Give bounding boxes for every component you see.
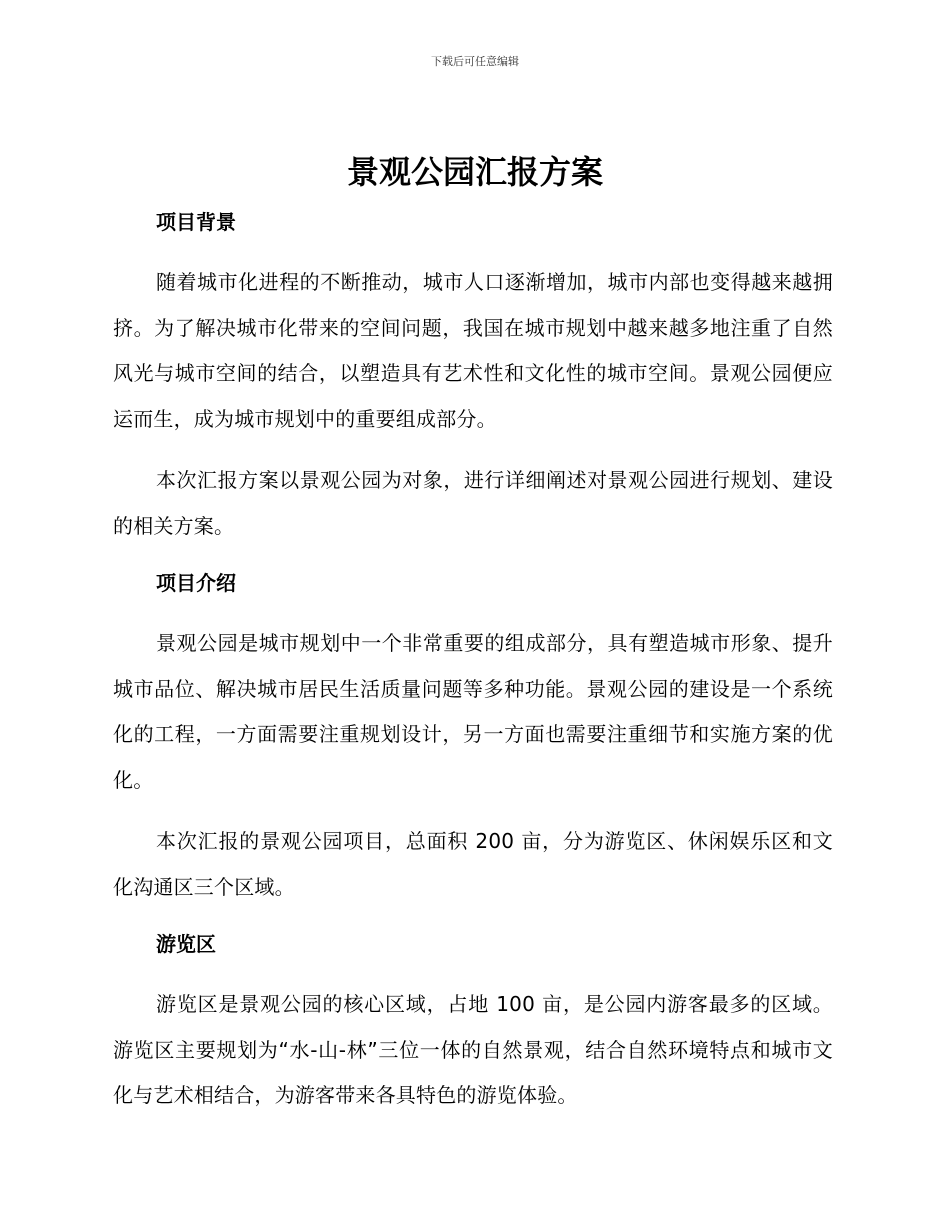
section-heading: 游览区 xyxy=(156,932,216,956)
document-title: 景观公园汇报方案 xyxy=(346,153,603,191)
section-background xyxy=(113,200,833,549)
paragraph: 随着城市化进程的不断推动，城市人口逐渐增加，城市内部也变得越来越拥挤。为了解决城市化带来的空间问题，我国在城市规划中越来越多地注重了自然风光与城市空间的结合，以塑造具有艺术性和文化性的城市空间。景观公园便应运而生，成为城市规划中的重要组成部分。 xyxy=(113,270,833,431)
paragraph: 景观公园是城市规划中一个非常重要的组成部分，具有塑造城市形象、提升城市品位、解决城市居民生活质量问题等多种功能。景观公园的建设是一个系统化的工程，一方面需要注重规划设计，另一方面也需要注重细节和实施方案的优化。 xyxy=(113,631,833,792)
section-heading: 项目背景 xyxy=(156,210,236,234)
paragraph: 本次汇报方案以景观公园为对象，进行详细阐述对景观公园进行规划、建设的相关方案。 xyxy=(113,468,833,538)
paragraph: 游览区是景观公园的核心区域，占地 100 亩，是公园内游客最多的区域。游览区主要规划为“水-山-林”三位一体的自然景观，结合自然环境特点和城市文化与艺术相结合，为游客带来各具特色的游览体验。 xyxy=(113,992,833,1107)
paragraph: 本次汇报的景观公园项目，总面积 200 亩，分为游览区、休闲娱乐区和文化沟通区三个区域。 xyxy=(113,829,833,899)
page-header-note: 下载后可任意编辑 xyxy=(431,55,519,68)
section-touring-area xyxy=(113,922,833,1119)
section-introduction xyxy=(113,561,833,910)
section-heading: 项目介绍 xyxy=(156,571,236,595)
document-body xyxy=(113,200,833,1119)
